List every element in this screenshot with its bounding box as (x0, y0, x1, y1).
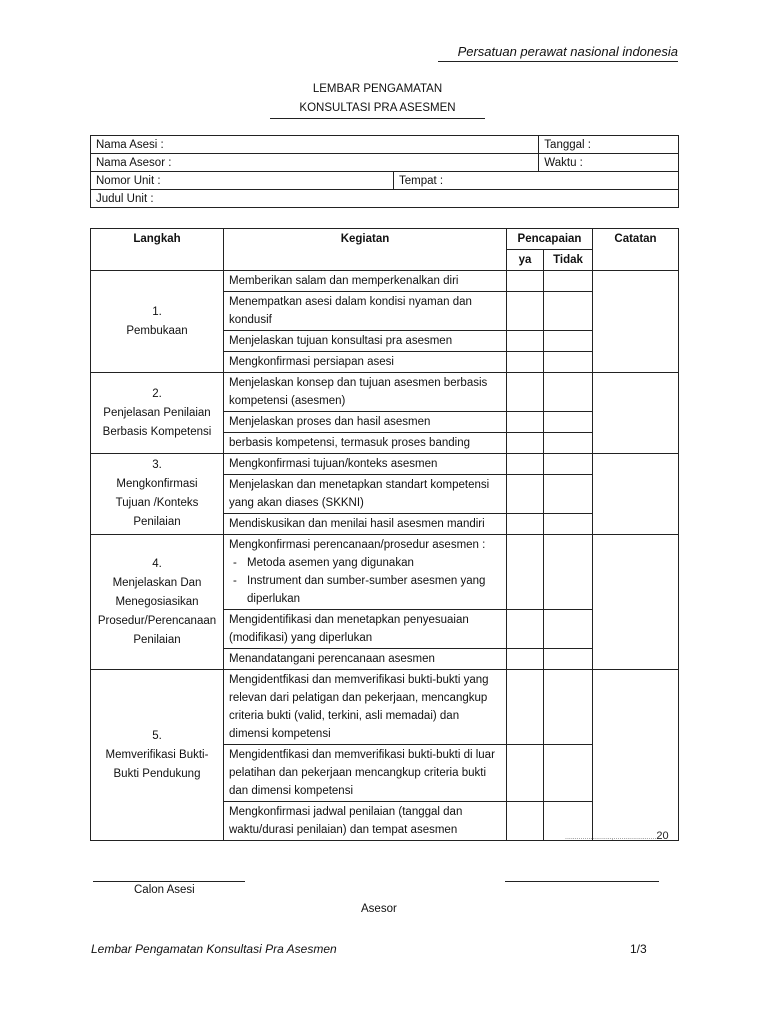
step-number: 2. (152, 387, 162, 400)
tempat-field[interactable]: Tempat : (394, 172, 679, 190)
activity-cell: Mengkonfirmasi tujuan/konteks asesmen (224, 454, 507, 475)
ya-checkbox[interactable] (507, 514, 544, 535)
step-title: Menjelaskan Dan (112, 576, 202, 589)
catatan-cell[interactable] (593, 535, 679, 670)
step-number: 1. (152, 305, 162, 318)
step-title: Penjelasan Penilaian (103, 406, 211, 419)
ya-checkbox[interactable] (507, 373, 544, 412)
ya-checkbox[interactable] (507, 535, 544, 610)
date-placeholder[interactable]: ........................,...................... (565, 834, 657, 841)
ya-checkbox[interactable] (507, 271, 544, 292)
activity-cell: Mengidentfikasi dan memverifikasi bukti-bukti di luar pelatihan dan pekerjaan mencangkup criteria bukti dan dimensi kompetensi (224, 745, 507, 802)
signature-line-asesor[interactable] (505, 881, 659, 882)
ya-checkbox[interactable] (507, 454, 544, 475)
langkah-5 (91, 670, 224, 841)
tidak-checkbox[interactable] (544, 433, 593, 454)
document-title (270, 80, 485, 119)
table-row (91, 454, 679, 475)
nama-asesor-field[interactable]: Nama Asesor : (91, 154, 539, 172)
activity-cell: Menjelaskan konsep dan tujuan asesmen berbasis kompetensi (asesmen) (224, 373, 507, 412)
observation-table (90, 228, 679, 841)
header-pencapaian: Pencapaian (507, 229, 593, 250)
header-tidak: Tidak (544, 250, 593, 271)
ya-checkbox[interactable] (507, 745, 544, 802)
ya-checkbox[interactable] (507, 292, 544, 331)
tidak-checkbox[interactable] (544, 271, 593, 292)
tidak-checkbox[interactable] (544, 373, 593, 412)
table-row (91, 271, 679, 292)
tanggal-field[interactable]: Tanggal : (539, 136, 679, 154)
step-title: Penilaian (133, 633, 181, 646)
header-catatan: Catatan (593, 229, 679, 271)
tidak-checkbox[interactable] (544, 352, 593, 373)
catatan-cell[interactable] (593, 271, 679, 373)
catatan-cell[interactable] (593, 373, 679, 454)
tidak-checkbox[interactable] (544, 610, 593, 649)
tidak-checkbox[interactable] (544, 670, 593, 745)
judul-unit-field[interactable]: Judul Unit : (91, 190, 679, 208)
footer-title: Lembar Pengamatan Konsultasi Pra Asesmen (91, 942, 337, 956)
step-number: 3. (152, 459, 162, 471)
activity-cell: Menempatkan asesi dalam kondisi nyaman dan kondusif (224, 292, 507, 331)
tidak-checkbox[interactable] (544, 745, 593, 802)
step-title: Penilaian (133, 516, 181, 528)
step-title: Memverifikasi Bukti- (105, 748, 209, 761)
activity-cell: Memberikan salam dan memperkenalkan diri (224, 271, 507, 292)
langkah-1 (91, 271, 224, 373)
ya-checkbox[interactable] (507, 670, 544, 745)
ya-checkbox[interactable] (507, 412, 544, 433)
organization-header: Persatuan perawat nasional indonesia (438, 44, 678, 62)
title-line-1: LEMBAR PENGAMATAN (312, 83, 443, 95)
year-prefix: 20 (656, 830, 669, 842)
waktu-field[interactable]: Waktu : (539, 154, 679, 172)
step-title: Mengkonfirmasi (116, 478, 198, 490)
list-item: - Instrument dan sumber-sumber asesmen yang diperlukan (247, 572, 501, 608)
activity-cell: Mengidentifikasi dan menetapkan penyesuaian (modifikasi) yang diperlukan (224, 610, 507, 649)
tidak-checkbox[interactable] (544, 535, 593, 610)
table-row (91, 670, 679, 745)
tidak-checkbox[interactable] (544, 514, 593, 535)
page-number: 1/3 (630, 942, 647, 956)
nomor-unit-field[interactable]: Nomor Unit : (91, 172, 394, 190)
activity-cell: Mendiskusikan dan menilai hasil asesmen mandiri (224, 514, 507, 535)
header-langkah: Langkah (91, 229, 224, 271)
step-number: 5. (152, 729, 162, 742)
activity-cell: Menjelaskan dan menetapkan standart kompetensi yang akan diases (SKKNI) (224, 475, 507, 514)
activity-cell: Mengidentfikasi dan memverifikasi bukti-bukti yang relevan dari pelatigan dan pekerjaan, mencangkup criteria bukti (valid, terkini, asli memadai) dan dimensi kompetensi (224, 670, 507, 745)
ya-checkbox[interactable] (507, 352, 544, 373)
step-title: Pembukaan (126, 324, 188, 337)
langkah-4 (91, 535, 224, 670)
ya-checkbox[interactable] (507, 802, 544, 841)
tidak-checkbox[interactable] (544, 412, 593, 433)
langkah-3 (91, 454, 224, 535)
step-number: 4. (152, 557, 162, 570)
signature-label-asesi: Calon Asesi (134, 884, 195, 896)
catatan-cell[interactable] (593, 454, 679, 535)
langkah-2 (91, 373, 224, 454)
step-title: Prosedur/Perencanaan (97, 614, 217, 627)
signature-line-asesi[interactable] (93, 881, 245, 882)
tidak-checkbox[interactable] (544, 292, 593, 331)
ya-checkbox[interactable] (507, 475, 544, 514)
ya-checkbox[interactable] (507, 649, 544, 670)
step-title: Menegosiasikan (115, 595, 199, 608)
tidak-checkbox[interactable] (544, 331, 593, 352)
step-title: Tujuan /Konteks (115, 497, 199, 509)
activity-cell: berbasis kompetensi, termasuk proses banding (224, 433, 507, 454)
activity-cell: Menandatangani perencanaan asesmen (224, 649, 507, 670)
tidak-checkbox[interactable] (544, 454, 593, 475)
signature-label-asesor: Asesor (361, 903, 397, 915)
identity-table (90, 135, 679, 208)
header-ya: ya (507, 250, 544, 271)
activity-sublist (229, 554, 501, 608)
activity-text: Mengkonfirmasi perencanaan/prosedur asesmen : (229, 539, 486, 551)
title-line-2: KONSULTASI PRA ASESMEN (270, 99, 485, 119)
ya-checkbox[interactable] (507, 331, 544, 352)
list-item: - Metoda asemen yang digunakan (247, 554, 501, 572)
tidak-checkbox[interactable] (544, 649, 593, 670)
step-title: Bukti Pendukung (113, 767, 201, 780)
ya-checkbox[interactable] (507, 610, 544, 649)
ya-checkbox[interactable] (507, 433, 544, 454)
activity-cell: Menjelaskan proses dan hasil asesmen (224, 412, 507, 433)
step-title: Berbasis Kompetensi (102, 425, 212, 438)
date-line (565, 830, 669, 842)
activity-cell: Menjelaskan tujuan konsultasi pra asesmen (224, 331, 507, 352)
nama-asesi-field[interactable]: Nama Asesi : (91, 136, 539, 154)
catatan-cell[interactable] (593, 670, 679, 841)
tidak-checkbox[interactable] (544, 475, 593, 514)
activity-cell: Mengkonfirmasi jadwal penilaian (tanggal dan waktu/durasi penilaian) dan tempat asesmen (224, 802, 507, 841)
activity-cell: Mengkonfirmasi persiapan asesi (224, 352, 507, 373)
activity-cell (224, 535, 507, 610)
table-row (91, 535, 679, 610)
table-row (91, 373, 679, 412)
header-kegiatan: Kegiatan (224, 229, 507, 271)
